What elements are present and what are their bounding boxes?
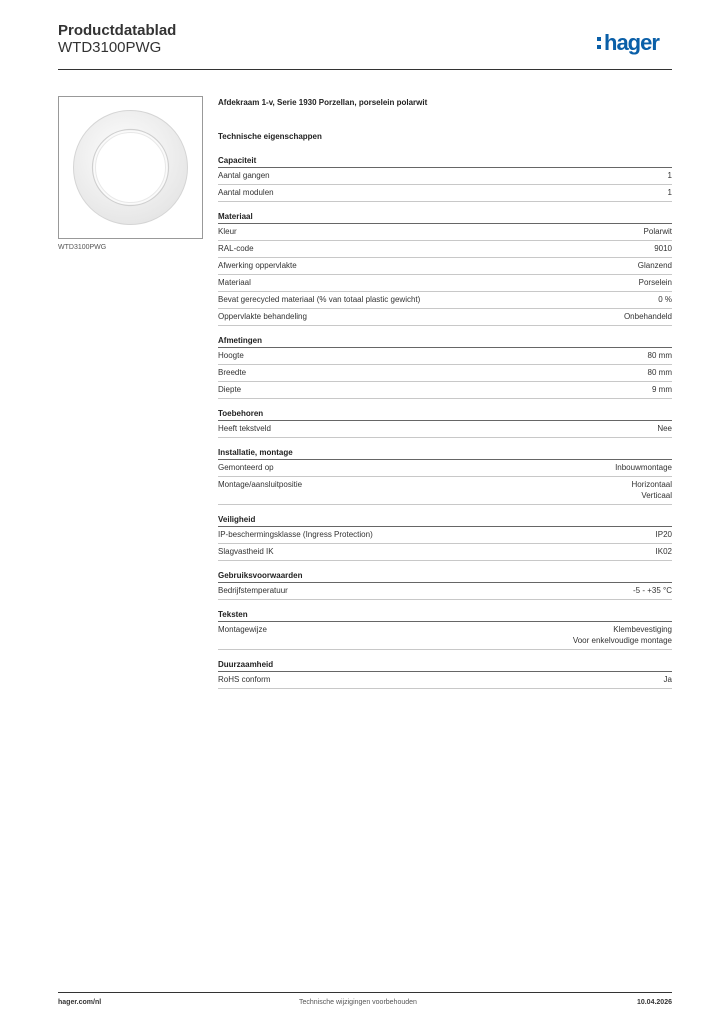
footer-date: 10.04.2026: [636, 999, 672, 1006]
spec-section: [218, 610, 672, 650]
spec-label: Slagvastheid IK: [218, 547, 274, 556]
spec-value-line: Porselein: [638, 278, 672, 287]
logo-dot-bottom: [597, 45, 601, 49]
section-title: Gebruiksvoorwaarden: [218, 571, 672, 583]
spec-value: [652, 384, 672, 395]
spec-label: Oppervlakte behandeling: [218, 312, 307, 321]
spec-value: [648, 367, 672, 378]
spec-value-line: 80 mm: [647, 351, 672, 360]
spec-row: [218, 544, 672, 561]
spec-section: [218, 336, 672, 399]
spec-label: Montage/aansluitpositie: [218, 480, 303, 489]
spec-row: [218, 583, 672, 600]
spec-row: [218, 382, 672, 399]
spec-label: Aantal modulen: [218, 188, 274, 197]
spec-section: [218, 448, 672, 505]
footer-divider: [58, 992, 672, 993]
hager-logo: [596, 28, 676, 58]
section-title: Duurzaamheid: [218, 660, 672, 672]
spec-label: Gemonteerd op: [218, 463, 274, 472]
spec-row: [218, 527, 672, 544]
spec-section: [218, 515, 672, 561]
spec-value: [658, 294, 672, 305]
spec-value: [639, 277, 672, 288]
spec-value: [632, 479, 672, 501]
spec-value-line: Nee: [657, 424, 672, 433]
spec-row: [218, 241, 672, 258]
spec-section: [218, 212, 672, 326]
spec-label: Bedrijfstemperatuur: [218, 586, 288, 595]
footer-website: hager.com/nl: [58, 999, 102, 1006]
spec-label: RAL-code: [218, 244, 254, 253]
spec-value-line: Polarwit: [643, 227, 672, 236]
spec-value-line: IK02: [655, 547, 672, 556]
spec-value-line: 80 mm: [647, 368, 672, 377]
spec-value-line: 1: [667, 188, 672, 197]
spec-label: Heeft tekstveld: [218, 424, 271, 433]
spec-value: [633, 585, 672, 596]
spec-label: Diepte: [218, 385, 242, 394]
spec-label: Hoogte: [218, 351, 244, 360]
spec-row: [218, 185, 672, 202]
header-divider: [58, 69, 672, 70]
product-image: [58, 96, 203, 239]
spec-content: [218, 98, 672, 699]
spec-value: [644, 226, 672, 237]
spec-section: [218, 660, 672, 689]
spec-value: [638, 260, 672, 271]
page-title: Productdatablad: [58, 22, 177, 39]
spec-row: [218, 275, 672, 292]
section-title: Capaciteit: [218, 156, 672, 168]
spec-section: [218, 156, 672, 202]
spec-value: [648, 350, 672, 361]
section-title: Afmetingen: [218, 336, 672, 348]
spec-value: [668, 187, 672, 198]
spec-label: RoHS conform: [218, 675, 271, 684]
spec-label: Kleur: [218, 227, 237, 236]
spec-value-line: Klembevestiging: [613, 625, 672, 634]
spec-value-line: Voor enkelvoudige montage: [572, 636, 672, 645]
spec-row: [218, 348, 672, 365]
spec-value-line: Onbehandeld: [623, 312, 672, 321]
logo-dot-top: [597, 37, 601, 41]
spec-value-line: 1: [667, 171, 672, 180]
product-code: WTD3100PWG: [58, 39, 162, 56]
image-caption: WTD3100PWG: [58, 244, 107, 251]
spec-value-line: 9 mm: [652, 385, 672, 394]
spec-row: [218, 258, 672, 275]
spec-row: [218, 365, 672, 382]
spec-value-line: Horizontaal: [631, 480, 672, 489]
section-title: Materiaal: [218, 212, 672, 224]
spec-value-line: 9010: [654, 244, 672, 253]
spec-value-line: IP20: [655, 530, 672, 539]
spec-label: Montagewijze: [218, 625, 267, 634]
spec-value: [624, 311, 672, 322]
product-description: Afdekraam 1-v, Serie 1930 Porzellan, porselein polarwit: [218, 98, 428, 107]
spec-row: [218, 224, 672, 241]
spec-row: [218, 292, 672, 309]
spec-label: Afwerking oppervlakte: [218, 261, 297, 270]
spec-value-line: Ja: [663, 675, 672, 684]
footer-note: Technische wijzigingen voorbehouden: [299, 999, 417, 1006]
spec-value-line: Verticaal: [641, 491, 672, 500]
spec-sections: [218, 156, 672, 689]
spec-section: [218, 409, 672, 438]
round-cover-frame-image: [59, 97, 202, 238]
section-title: Installatie, montage: [218, 448, 672, 460]
spec-value: [615, 462, 672, 473]
spec-row: [218, 622, 672, 650]
spec-value-line: 0 %: [658, 295, 672, 304]
spec-label: Breedte: [218, 368, 247, 377]
spec-value: [656, 546, 672, 557]
spec-value-line: Glanzend: [637, 261, 672, 270]
logo-text: hager: [604, 30, 659, 55]
spec-label: Aantal gangen: [218, 171, 270, 180]
spec-row: [218, 309, 672, 326]
section-title: Toebehoren: [218, 409, 672, 421]
section-title: Teksten: [218, 610, 672, 622]
spec-value: [668, 170, 672, 181]
spec-row: [218, 477, 672, 505]
spec-value: [654, 243, 672, 254]
spec-label: Materiaal: [218, 278, 251, 287]
spec-value: [657, 423, 672, 434]
spec-value-line: -5 - +35 °C: [633, 586, 672, 595]
spec-label: IP-beschermingsklasse (Ingress Protection): [218, 530, 373, 539]
spec-row: [218, 460, 672, 477]
spec-row: [218, 421, 672, 438]
spec-value: [664, 674, 672, 685]
spec-value: [573, 624, 672, 646]
spec-value: [656, 529, 672, 540]
spec-row: [218, 672, 672, 689]
section-title: Veiligheid: [218, 515, 672, 527]
tech-heading: Technische eigenschappen: [218, 132, 322, 141]
spec-section: [218, 571, 672, 600]
spec-label: Bevat gerecycled materiaal (% van totaal plastic gewicht): [218, 295, 421, 304]
spec-row: [218, 168, 672, 185]
spec-value-line: Inbouwmontage: [615, 463, 672, 472]
